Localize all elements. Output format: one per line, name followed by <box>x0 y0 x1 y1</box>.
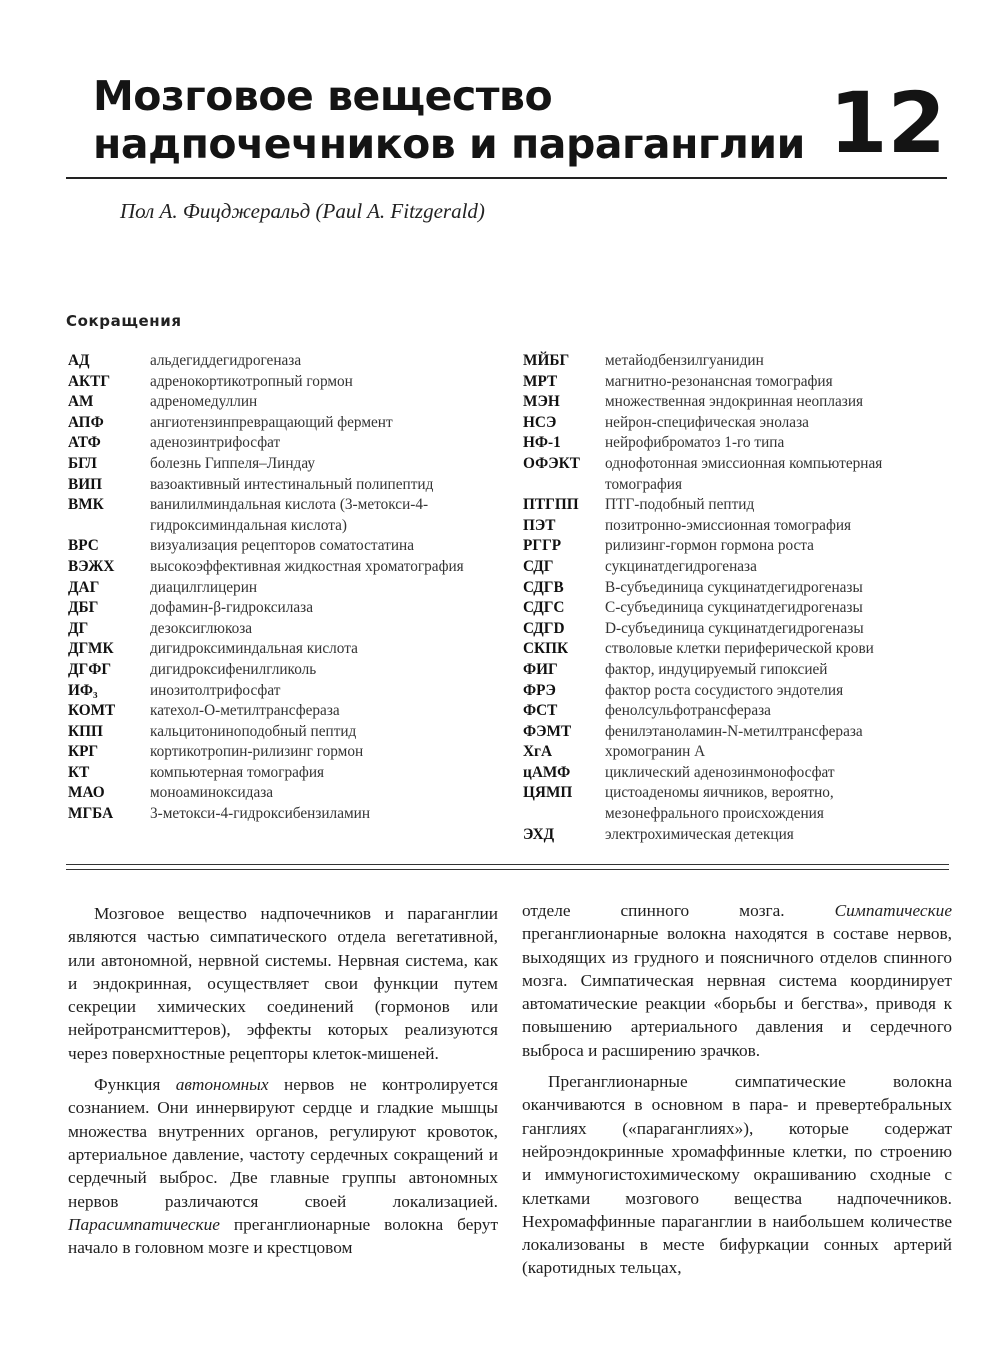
abbreviation-definition: болезнь Гиппеля–Линдау <box>150 454 315 472</box>
abbreviation-definition: фенилэтаноламин-N-метилтрансфераза <box>605 722 863 740</box>
body-paragraph: Мозговое вещество надпочечников и параганглии являются частью симпатического отдела вегетативной, или автономной, нервной системы. Нервная система, как и эндокринная, осуществляет свои функции путем секреции химических соединений (гормонов или нейротрансмиттеров), эффекты которых реализуются через поверхностные рецепторы клеток-мишеней. <box>68 904 498 1063</box>
abbreviation-definition: фактор, индуцируемый гипоксией <box>605 660 828 678</box>
abbreviation-code: ПЭТ <box>523 516 556 534</box>
abbreviation-definition: фенолсульфотрансфераза <box>605 702 771 720</box>
section-divider <box>66 864 949 870</box>
title-divider <box>66 177 947 179</box>
author-line: Пол А. Фицджеральд (Paul A. Fitzgerald) <box>120 199 485 223</box>
abbreviation-row <box>68 742 508 763</box>
abbreviation-row <box>523 392 943 413</box>
abbreviation-code: СДГВ <box>523 578 564 596</box>
abbreviation-definition: магнитно-резонансная томография <box>605 372 833 390</box>
abbreviation-row <box>523 598 943 619</box>
body-paragraph: Преганглионарные симпатические волокна оканчиваются в основном в пара- и превертебральных ганглиях («параганглиях»), которые содержат нейроэндокринные хромаффинные клетки, по строению и иммуногистохимическому окрашиванию сходные с клетками мозгового вещества надпочечников. Нехромаффинные параганглии в наибольшем количестве локализованы в месте бифуркации сонных артерий (каротидных тельцах, <box>522 1072 952 1278</box>
abbreviation-definition: компьютерная томография <box>150 763 325 781</box>
abbreviation-code: ВИП <box>68 475 102 493</box>
abbreviation-definition: стволовые клетки периферической крови <box>605 640 874 658</box>
abbreviation-row <box>68 536 508 557</box>
abbreviation-definition: С-субъединица сукцинатдегидрогеназы <box>605 599 863 617</box>
abbreviation-row <box>523 516 943 537</box>
abbreviation-row <box>68 598 508 619</box>
abbreviation-definition: вазоактивный интестинальный полипептид <box>150 475 434 493</box>
abbreviation-definition: В-субъединица сукцинатдегидрогеназы <box>605 578 863 596</box>
abbreviation-row <box>523 578 943 599</box>
abbreviation-code: ПТГПП <box>523 496 579 514</box>
abbreviation-code: ФИГ <box>523 660 558 678</box>
abbreviation-definition: множественная эндокринная неоплазия <box>605 393 864 411</box>
abbreviation-row <box>523 660 943 681</box>
abbreviation-code: СКПК <box>523 640 569 658</box>
chapter-title-line1: Мозговое вещество <box>93 72 553 120</box>
body-paragraph: отделе спинного мозга. Симпатические преганглионарные волокна находятся в составе нервов, выходящих из грудного и поясничного отделов спинного мозга. Симпатическая нервная система координирует автоматические реакции «борьбы и бегства», приводя к повышению артериального давления и сердечного выброса и расширению зрачков. <box>522 901 952 1060</box>
abbreviation-code: НСЭ <box>523 413 557 431</box>
abbreviation-code: СДГ <box>523 557 554 575</box>
chapter-title-line2: надпочечников и параганглии <box>93 120 805 168</box>
abbreviation-code: ЦЯМП <box>523 784 573 802</box>
abbreviation-code: АМ <box>68 393 94 411</box>
abbreviation-row <box>68 495 508 536</box>
abbreviation-code: ДГФГ <box>68 660 112 678</box>
abbreviation-definition: кальцитониноподобный пептид <box>150 722 357 740</box>
chapter-number: 12 <box>829 74 946 172</box>
abbreviation-code: МЙБГ <box>523 352 570 369</box>
abbreviation-code: БГЛ <box>68 454 97 472</box>
abbreviation-definition: дезоксиглюкоза <box>150 619 253 637</box>
abbreviation-definition: дигидроксифенилгликоль <box>150 660 317 678</box>
abbreviation-code: ВЭЖХ <box>68 557 115 575</box>
abbreviation-row <box>68 433 508 454</box>
abbreviation-definition: дофамин-β-гидроксилаза <box>150 599 313 617</box>
abbreviation-code: ФСТ <box>523 702 558 720</box>
abbreviation-row <box>523 351 943 372</box>
abbreviation-code: ДБГ <box>68 599 99 617</box>
body-left-column <box>68 902 498 1267</box>
abbreviation-row <box>523 495 943 516</box>
abbreviation-definition: D-субъединица сукцинатдегидрогеназы <box>605 619 864 637</box>
abbreviation-row <box>68 578 508 599</box>
abbreviation-code: РГГР <box>523 537 562 555</box>
abbreviation-row <box>68 701 508 722</box>
abbreviation-code: КПП <box>68 722 103 740</box>
abbreviation-definition: хромогранин А <box>605 743 706 761</box>
abbreviation-row <box>68 557 508 578</box>
abbreviation-definition: инозитолтрифосфат <box>150 681 281 699</box>
abbreviation-code: цАМФ <box>523 763 571 781</box>
abbreviation-code: ЭХД <box>523 825 555 843</box>
abbreviation-definition: однофотонная эмиссионная компьютерная томография <box>605 454 883 493</box>
abbreviation-definition: дигидроксиминдальная кислота <box>150 640 358 658</box>
abbreviation-row <box>68 722 508 743</box>
abbreviations-right-column <box>523 351 943 845</box>
abbreviation-row <box>523 372 943 393</box>
abbreviation-code: ВРС <box>68 537 99 555</box>
abbreviation-row <box>523 681 943 702</box>
abbreviation-definition: визуализация рецепторов соматостатина <box>150 537 414 555</box>
abbreviation-row <box>68 660 508 681</box>
abbreviation-row <box>68 454 508 475</box>
abbreviation-code: ДГМК <box>68 640 114 658</box>
abbreviation-row <box>68 681 508 702</box>
abbreviation-row <box>523 639 943 660</box>
abbreviation-row <box>68 639 508 660</box>
abbreviation-row <box>68 413 508 434</box>
abbreviations-heading: Сокращения <box>66 312 182 330</box>
abbreviation-definition: цистоаденомы яичников, вероятно, мезонефрального происхождения <box>605 784 834 823</box>
abbreviation-definition: позитронно-эмиссионная томография <box>605 516 852 534</box>
abbreviation-row <box>523 763 943 784</box>
abbreviations-left-column <box>68 351 508 825</box>
abbreviation-code: КРГ <box>68 743 99 761</box>
abbreviation-row <box>523 454 943 495</box>
abbreviation-definition: адренокортикотропный гормон <box>150 372 353 390</box>
abbreviation-row <box>523 536 943 557</box>
abbreviation-row <box>523 742 943 763</box>
abbreviation-definition: метайодбензилгуанидин <box>605 352 764 369</box>
abbreviation-code: АПФ <box>68 413 104 431</box>
abbreviation-row <box>68 475 508 496</box>
abbreviation-code: МАО <box>68 784 105 802</box>
abbreviation-row <box>523 825 943 846</box>
abbreviation-code: НФ-1 <box>523 434 561 452</box>
abbreviation-row <box>523 619 943 640</box>
abbreviation-definition: кортикотропин-рилизинг гормон <box>150 743 364 761</box>
chapter-title <box>93 72 853 168</box>
abbreviation-code: МЭН <box>523 393 560 411</box>
abbreviation-row <box>523 701 943 722</box>
abbreviation-definition: циклический аденозинмонофосфат <box>605 763 835 781</box>
abbreviation-code: ИФ₃ <box>68 681 98 699</box>
abbreviation-row <box>68 619 508 640</box>
abbreviation-definition: 3-метокси-4-гидроксибензиламин <box>150 805 371 823</box>
abbreviation-code: ДАГ <box>68 578 100 596</box>
abbreviation-row <box>68 804 508 825</box>
abbreviation-definition: ванилилминдальная кислота (3-метокси-4-гидроксиминдальная кислота) <box>150 496 429 534</box>
abbreviation-code: АД <box>68 352 90 369</box>
abbreviation-row <box>523 722 943 743</box>
abbreviation-definition: высокоэффективная жидкостная хроматография <box>150 557 464 575</box>
body-paragraph: Функция автономных нервов не контролируется сознанием. Они иннервируют сердце и гладкие мышцы множества внутренних органов, регулируют кровоток, артериальное давление, частоту сердечных сокращений и сердечный выброс. Две главные группы автономных нервов различаются своей локализацией. Парасимпатические преганглионарные волокна берут начало в головном мозге и крестцовом <box>68 1075 498 1258</box>
abbreviation-definition: сукцинатдегидрогеназа <box>605 557 757 575</box>
abbreviation-row <box>68 351 508 372</box>
abbreviation-definition: адреномедуллин <box>150 393 258 411</box>
abbreviation-definition: моноаминоксидаза <box>150 784 274 802</box>
abbreviation-definition: альдегиддегидрогеназа <box>150 352 302 369</box>
abbreviation-row <box>523 557 943 578</box>
abbreviation-row <box>68 783 508 804</box>
abbreviation-definition: ангиотензинпревращающий фермент <box>150 413 393 431</box>
abbreviation-code: МГБА <box>68 805 114 823</box>
abbreviation-row <box>68 372 508 393</box>
abbreviation-definition: ПТГ-подобный пептид <box>605 496 755 514</box>
abbreviation-code: СДГD <box>523 619 565 637</box>
abbreviation-code: АТФ <box>68 434 101 452</box>
abbreviation-row <box>523 413 943 434</box>
abbreviation-code: ВМК <box>68 496 104 514</box>
abbreviation-row <box>523 433 943 454</box>
abbreviation-code: ОФЭКТ <box>523 454 580 472</box>
abbreviation-definition: электрохимическая детекция <box>605 825 794 843</box>
abbreviation-definition: нейрон-специфическая энолаза <box>605 413 809 431</box>
abbreviation-definition: фактор роста сосудистого эндотелия <box>605 681 844 699</box>
abbreviation-row <box>68 763 508 784</box>
abbreviation-row <box>68 392 508 413</box>
abbreviation-definition: диацилглицерин <box>150 578 258 596</box>
abbreviation-definition: рилизинг-гормон гормона роста <box>605 537 814 555</box>
abbreviation-code: АКТГ <box>68 372 111 390</box>
abbreviation-definition: нейрофиброматоз 1-го типа <box>605 434 785 452</box>
abbreviation-code: ХгА <box>523 743 553 761</box>
abbreviation-definition: аденозинтрифосфат <box>150 434 281 452</box>
abbreviation-code: КОМТ <box>68 702 116 720</box>
abbreviation-code: ФРЭ <box>523 681 556 699</box>
abbreviation-code: ДГ <box>68 619 89 637</box>
abbreviation-code: ФЭМТ <box>523 722 572 740</box>
abbreviation-code: СДГС <box>523 599 565 617</box>
body-right-column <box>522 899 952 1288</box>
abbreviation-code: КТ <box>68 763 90 781</box>
abbreviation-code: МРТ <box>523 372 558 390</box>
abbreviation-row <box>523 783 943 824</box>
abbreviation-definition: катехол-О-метилтрансфераза <box>150 702 340 720</box>
